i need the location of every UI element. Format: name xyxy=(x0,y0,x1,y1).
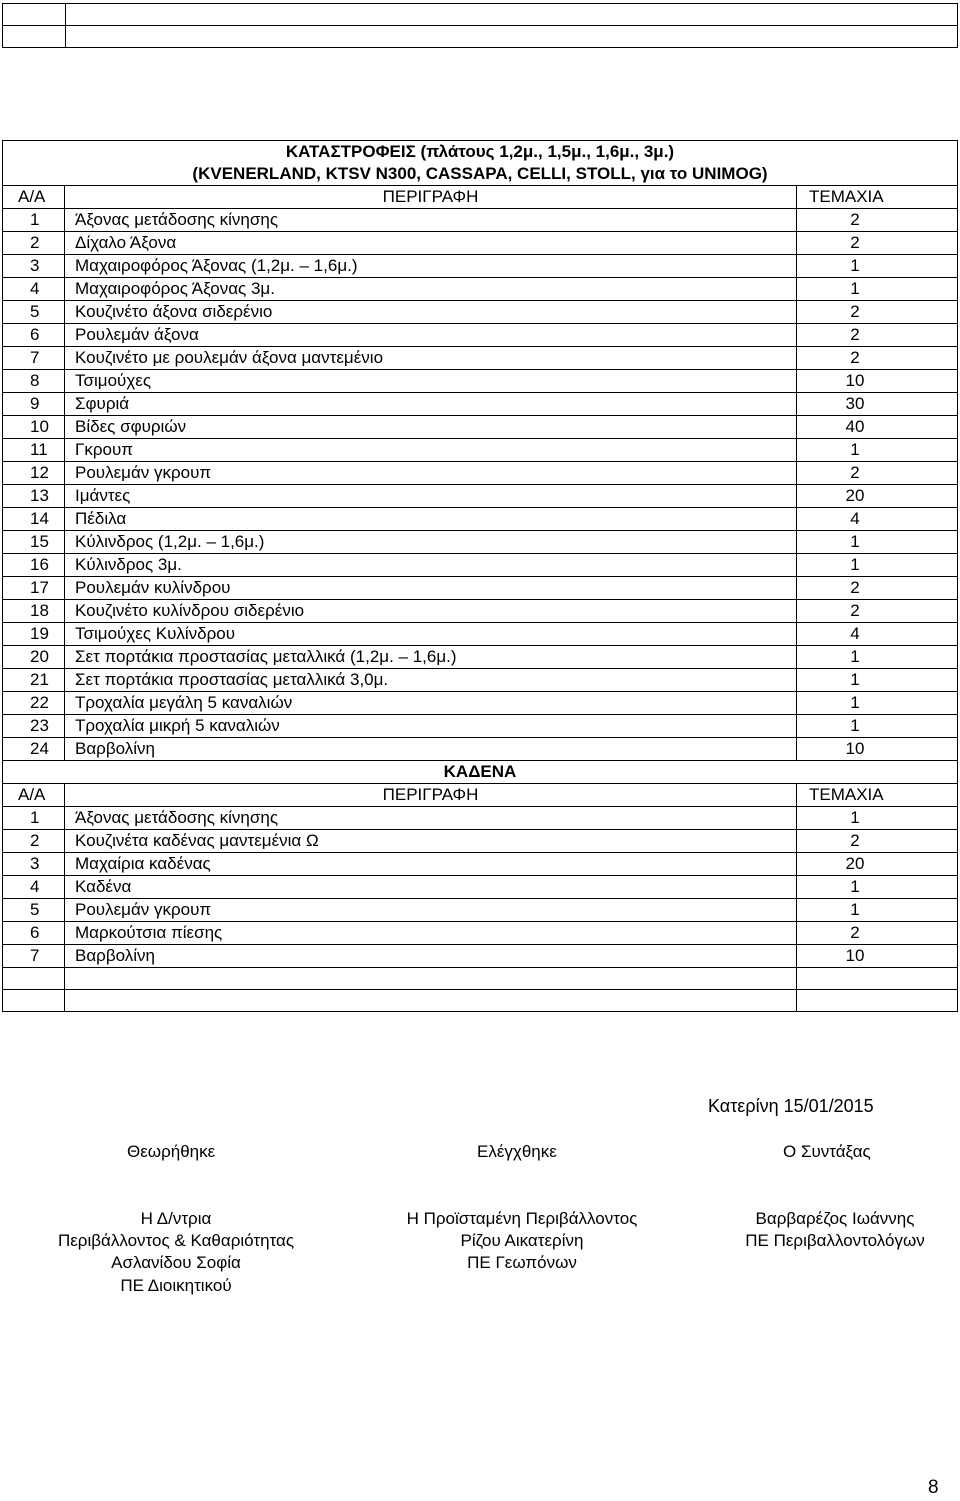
item-quantity: 30 xyxy=(845,394,865,413)
item-number: 4 xyxy=(3,278,65,301)
table-row xyxy=(3,945,958,968)
table-row xyxy=(3,899,958,922)
signer-line: Περιβάλλοντος & Καθαριότητας xyxy=(57,1231,295,1251)
item-quantity-cell xyxy=(796,209,957,232)
empty-cell xyxy=(66,26,958,48)
item-quantity: 20 xyxy=(845,854,865,873)
signer-line: ΠΕ Διοικητικού xyxy=(120,1275,232,1295)
header-aa: Α/Α xyxy=(3,186,65,209)
empty-cell xyxy=(796,968,957,990)
item-quantity-cell xyxy=(796,232,957,255)
signer-line: ΠΕ Περιβαλλοντολόγων xyxy=(745,1231,925,1251)
item-quantity-cell xyxy=(796,830,957,853)
item-quantity: 4 xyxy=(850,624,860,643)
section-title-row xyxy=(3,761,958,784)
item-description: Τσιμούχες xyxy=(65,370,797,393)
table-row xyxy=(3,209,958,232)
empty-cell xyxy=(3,990,65,1012)
item-number: 7 xyxy=(3,945,65,968)
item-quantity: 2 xyxy=(850,601,860,620)
item-quantity-cell xyxy=(796,324,957,347)
item-description: Σετ πορτάκια προστασίας μεταλλικά 3,0μ. xyxy=(65,669,797,692)
header-aa: Α/Α xyxy=(3,784,65,807)
table-row xyxy=(3,370,958,393)
table-row xyxy=(3,715,958,738)
item-number: 4 xyxy=(3,876,65,899)
item-description: Άξονας μετάδοσης κίνησης xyxy=(65,807,797,830)
item-description: Κύλινδρος (1,2μ. – 1,6μ.) xyxy=(65,531,797,554)
item-number: 23 xyxy=(3,715,65,738)
table-row xyxy=(3,600,958,623)
item-quantity-cell xyxy=(796,876,957,899)
empty-cell xyxy=(3,4,66,26)
table-title-row xyxy=(3,141,958,164)
item-number: 20 xyxy=(3,646,65,669)
item-number: 1 xyxy=(3,209,65,232)
item-number: 12 xyxy=(3,462,65,485)
item-description: Βαρβολίνη xyxy=(65,945,797,968)
empty-row xyxy=(3,26,958,48)
item-quantity: 2 xyxy=(850,578,860,597)
item-quantity: 1 xyxy=(850,716,860,735)
table-row xyxy=(3,830,958,853)
item-quantity: 2 xyxy=(850,348,860,367)
item-quantity: 2 xyxy=(850,831,860,850)
item-number: 6 xyxy=(3,922,65,945)
item-quantity-cell xyxy=(796,439,957,462)
item-quantity-cell xyxy=(796,623,957,646)
item-quantity: 10 xyxy=(845,946,865,965)
item-number: 21 xyxy=(3,669,65,692)
empty-cell xyxy=(66,4,958,26)
table-row xyxy=(3,531,958,554)
item-quantity: 2 xyxy=(850,233,860,252)
item-number: 2 xyxy=(3,232,65,255)
item-description: Τροχαλία μικρή 5 καναλιών xyxy=(65,715,797,738)
table-row xyxy=(3,301,958,324)
item-quantity-cell xyxy=(796,347,957,370)
empty-cell xyxy=(65,968,797,990)
item-description: Κουζινέτο κυλίνδρου σιδερένιο xyxy=(65,600,797,623)
item-description: Μαχαίρια καδένας xyxy=(65,853,797,876)
item-quantity: 4 xyxy=(850,509,860,528)
item-number: 15 xyxy=(3,531,65,554)
header-quantity: ΤΕΜΑΧΙΑ xyxy=(796,186,957,209)
item-quantity: 10 xyxy=(845,739,865,758)
item-quantity-cell xyxy=(796,669,957,692)
signer-line: Η Δ/ντρια xyxy=(140,1209,212,1228)
item-quantity: 1 xyxy=(850,808,860,827)
header-row xyxy=(3,784,958,807)
signer-line: Η Προϊσταμένη Περιβάλλοντος xyxy=(406,1209,638,1228)
item-quantity-cell xyxy=(796,899,957,922)
item-number: 2 xyxy=(3,830,65,853)
item-quantity-cell xyxy=(796,600,957,623)
item-quantity-cell xyxy=(796,508,957,531)
item-quantity-cell xyxy=(796,531,957,554)
table-row xyxy=(3,462,958,485)
item-description: Βίδες σφυριών xyxy=(65,416,797,439)
item-quantity-cell xyxy=(796,370,957,393)
item-number: 8 xyxy=(3,370,65,393)
item-quantity: 10 xyxy=(845,371,865,390)
item-number: 6 xyxy=(3,324,65,347)
item-description: Μαρκούτσια πίεσης xyxy=(65,922,797,945)
empty-cell xyxy=(796,990,957,1012)
item-number: 16 xyxy=(3,554,65,577)
signature-block-director xyxy=(40,1208,312,1297)
table-row xyxy=(3,876,958,899)
top-empty-table xyxy=(2,3,958,48)
table-subtitle: (KVENERLAND, KTSV N300, CASSAPA, CELLI, STOLL, για το UNIMOG) xyxy=(3,163,958,186)
header-description: ΠΕΡΙΓΡΑΦΗ xyxy=(65,186,797,209)
item-number: 24 xyxy=(3,738,65,761)
table-row xyxy=(3,324,958,347)
item-description: Βαρβολίνη xyxy=(65,738,797,761)
item-number: 13 xyxy=(3,485,65,508)
item-description: Δίχαλο Άξονα xyxy=(65,232,797,255)
item-quantity: 2 xyxy=(850,463,860,482)
item-quantity: 2 xyxy=(850,302,860,321)
item-description: Κουζινέτο άξονα σιδερένιο xyxy=(65,301,797,324)
table-row xyxy=(3,554,958,577)
item-quantity-cell xyxy=(796,853,957,876)
item-description: Ρουλεμάν γκρουπ xyxy=(65,462,797,485)
header-quantity: ΤΕΜΑΧΙΑ xyxy=(796,784,957,807)
item-quantity-cell xyxy=(796,278,957,301)
item-quantity-cell xyxy=(796,577,957,600)
item-quantity: 1 xyxy=(850,877,860,896)
item-quantity: 40 xyxy=(845,417,865,436)
item-description: Σετ πορτάκια προστασίας μεταλλικά (1,2μ. – 1,6μ.) xyxy=(65,646,797,669)
table-subtitle-row xyxy=(3,163,958,186)
item-number: 9 xyxy=(3,393,65,416)
item-quantity: 1 xyxy=(850,693,860,712)
empty-cell xyxy=(65,990,797,1012)
item-quantity: 20 xyxy=(845,486,865,505)
empty-cell xyxy=(3,26,66,48)
table-row xyxy=(3,439,958,462)
table-row xyxy=(3,853,958,876)
item-number: 3 xyxy=(3,853,65,876)
item-number: 1 xyxy=(3,807,65,830)
item-number: 3 xyxy=(3,255,65,278)
item-quantity: 1 xyxy=(850,256,860,275)
item-quantity: 2 xyxy=(850,210,860,229)
empty-row xyxy=(3,968,958,990)
item-description: Γκρουπ xyxy=(65,439,797,462)
item-quantity-cell xyxy=(796,255,957,278)
item-quantity-cell xyxy=(796,646,957,669)
header-row xyxy=(3,186,958,209)
table-row xyxy=(3,669,958,692)
item-quantity-cell xyxy=(796,945,957,968)
item-quantity: 2 xyxy=(850,325,860,344)
item-description: Τροχαλία μεγάλη 5 καναλιών xyxy=(65,692,797,715)
table-row xyxy=(3,255,958,278)
item-quantity-cell xyxy=(796,301,957,324)
item-quantity-cell xyxy=(796,922,957,945)
item-quantity: 2 xyxy=(850,923,860,942)
signature-block-author xyxy=(728,1208,942,1252)
table-row xyxy=(3,347,958,370)
table-row xyxy=(3,278,958,301)
table-row xyxy=(3,485,958,508)
item-number: 11 xyxy=(3,439,65,462)
table-row xyxy=(3,646,958,669)
table-row xyxy=(3,393,958,416)
item-description: Κύλινδρος 3μ. xyxy=(65,554,797,577)
item-quantity-cell xyxy=(796,715,957,738)
item-description: Κουζινέτα καδένας μαντεμένια Ω xyxy=(65,830,797,853)
item-description: Σφυριά xyxy=(65,393,797,416)
item-quantity: 1 xyxy=(850,555,860,574)
signer-line: ΠΕ Γεωπόνων xyxy=(467,1253,577,1273)
header-description: ΠΕΡΙΓΡΑΦΗ xyxy=(65,784,797,807)
item-number: 18 xyxy=(3,600,65,623)
item-description: Μαχαιροφόρος Άξονας 3μ. xyxy=(65,278,797,301)
table-row xyxy=(3,807,958,830)
table-row xyxy=(3,922,958,945)
table-row xyxy=(3,232,958,255)
table-row xyxy=(3,738,958,761)
table-row xyxy=(3,623,958,646)
item-quantity-cell xyxy=(796,692,957,715)
empty-cell xyxy=(3,968,65,990)
item-quantity-cell xyxy=(796,393,957,416)
date-line: Κατερίνη 15/01/2015 xyxy=(708,1096,874,1116)
empty-row xyxy=(3,4,958,26)
role-checked: Ελέγχθηκε xyxy=(477,1142,557,1161)
page-number: 8 xyxy=(928,1477,939,1498)
item-quantity-cell xyxy=(796,738,957,761)
table-row xyxy=(3,416,958,439)
signer-line: Βαρβαρέζος Ιωάννης xyxy=(755,1209,915,1228)
item-description: Ρουλεμάν γκρουπ xyxy=(65,899,797,922)
item-description: Πέδιλα xyxy=(65,508,797,531)
item-number: 14 xyxy=(3,508,65,531)
item-quantity-cell xyxy=(796,807,957,830)
table-title: ΚΑΤΑΣΤΡΟΦΕΙΣ (πλάτους 1,2μ., 1,5μ., 1,6μ., 3μ.) xyxy=(3,141,958,164)
item-number: 5 xyxy=(3,301,65,324)
item-number: 7 xyxy=(3,347,65,370)
item-quantity: 1 xyxy=(850,532,860,551)
item-number: 17 xyxy=(3,577,65,600)
signer-line: Ρίζου Αικατερίνη xyxy=(460,1231,584,1251)
item-description: Ιμάντες xyxy=(65,485,797,508)
item-quantity: 1 xyxy=(850,647,860,666)
item-number: 19 xyxy=(3,623,65,646)
item-quantity: 1 xyxy=(850,279,860,298)
item-quantity-cell xyxy=(796,554,957,577)
item-description: Άξονας μετάδοσης κίνησης xyxy=(65,209,797,232)
empty-row xyxy=(3,990,958,1012)
item-quantity-cell xyxy=(796,462,957,485)
item-description: Καδένα xyxy=(65,876,797,899)
item-quantity: 1 xyxy=(850,900,860,919)
item-number: 10 xyxy=(3,416,65,439)
item-description: Ρουλεμάν κυλίνδρου xyxy=(65,577,797,600)
table-row xyxy=(3,508,958,531)
signer-line: Ασλανίδου Σοφία xyxy=(111,1253,241,1273)
item-number: 22 xyxy=(3,692,65,715)
role-composed: Ο Συντάξας xyxy=(783,1142,871,1161)
item-quantity-cell xyxy=(796,485,957,508)
parts-table xyxy=(2,140,958,1012)
table-row xyxy=(3,577,958,600)
item-quantity: 1 xyxy=(850,670,860,689)
item-quantity-cell xyxy=(796,416,957,439)
item-description: Ρουλεμάν άξονα xyxy=(65,324,797,347)
item-description: Κουζινέτο με ρουλεμάν άξονα μαντεμένιο xyxy=(65,347,797,370)
item-number: 5 xyxy=(3,899,65,922)
item-description: Μαχαιροφόρος Άξονας (1,2μ. – 1,6μ.) xyxy=(65,255,797,278)
signature-block-supervisor xyxy=(386,1208,658,1275)
role-reviewed: Θεωρήθηκε xyxy=(127,1142,216,1161)
section-title: ΚΑΔΕΝΑ xyxy=(3,761,958,784)
item-description: Τσιμούχες Κυλίνδρου xyxy=(65,623,797,646)
item-quantity: 1 xyxy=(850,440,860,459)
table-row xyxy=(3,692,958,715)
